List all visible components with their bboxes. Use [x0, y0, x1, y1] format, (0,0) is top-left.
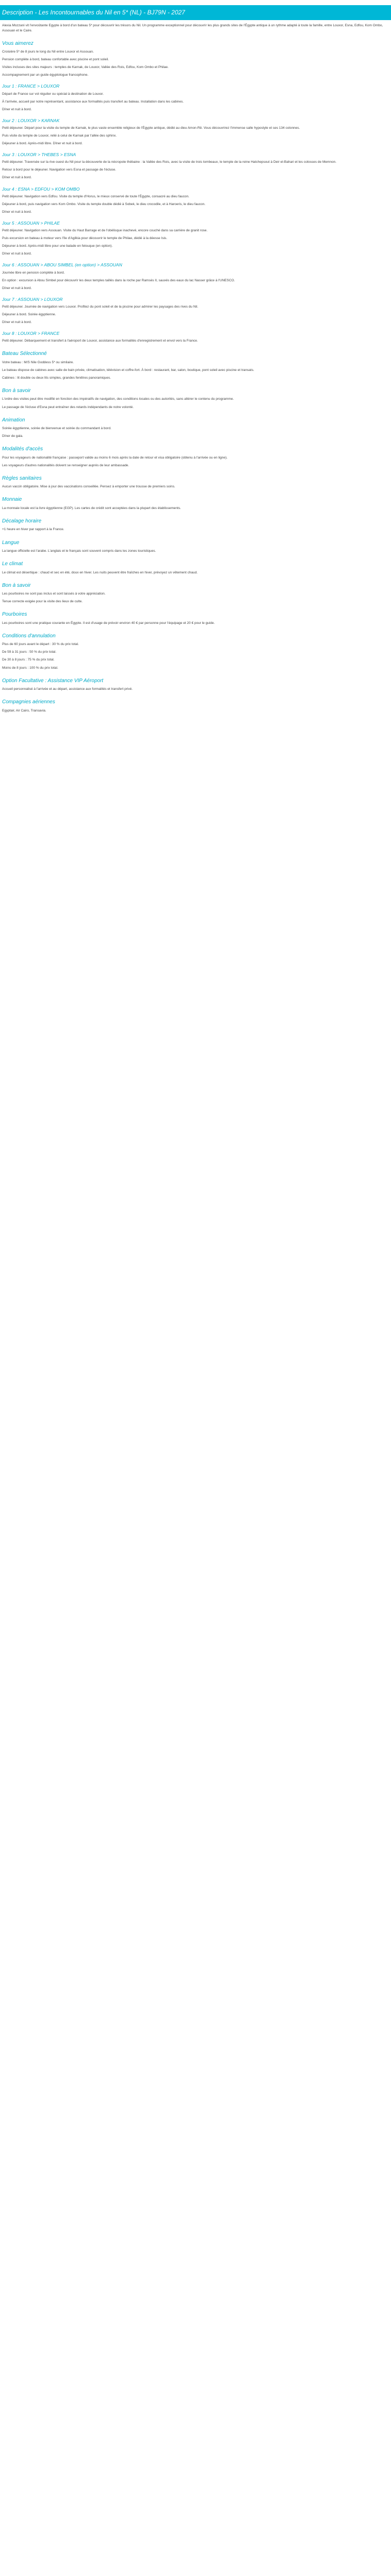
day-block: [0, 92, 391, 112]
section-block: [0, 687, 391, 692]
section-title: Décalage horaire: [2, 518, 42, 524]
day-paragraph: Petit déjeuner. Débarquement et transfert à l'aéroport de Louxor, assistance aux formalités d'enregistrement et envol vers la France.: [2, 339, 198, 343]
section-title: Option Facultative : Assistance VIP Aéroport: [2, 677, 104, 684]
day-paragraph: Retour à bord pour le déjeuner. Navigation vers Esna et passage de l'écluse.: [2, 168, 116, 172]
section-paragraph: De 59 à 31 jours : 50 % du prix total.: [2, 650, 57, 654]
day-title: Vous aimerez: [2, 40, 34, 46]
section-block: [0, 455, 391, 468]
day-title: Jour 4 : ESNA > EDFOU > KOM OMBO: [2, 186, 80, 192]
section-paragraph: Les voyageurs d'autres nationalités doivent se renseigner auprès de leur ambassade.: [2, 463, 129, 467]
section-block: [0, 397, 391, 410]
section-paragraph: Soirée égyptienne, soirée de bienvenue et soirée du commandant à bord.: [2, 427, 111, 431]
day-paragraph: En option : excursion à Abou Simbel pour découvrir les deux temples taillés dans la roche par Ramsès II, sauvés des eaux du lac Nasser grâce à l'UNESCO.: [2, 278, 235, 282]
day-paragraph: Dîner et nuit à bord.: [2, 252, 32, 256]
day-paragraph: Dîner et nuit à bord.: [2, 107, 32, 111]
section-paragraph: Aucun vaccin obligatoire. Mise à jour des vaccinations conseillée. Pensez à emporter une trousse de premiers soins.: [2, 485, 175, 489]
day-paragraph: Puis excursion en bateau à moteur vers l'île d'Agilkia pour découvrir le temple de Philae, dédié à la déesse Isis.: [2, 236, 168, 241]
day-title: Jour 1 : FRANCE > LOUXOR: [2, 83, 60, 89]
day-paragraph: Dîner et nuit à bord.: [2, 176, 32, 180]
day-paragraph: Dîner et nuit à bord.: [2, 286, 32, 290]
day-paragraph: À l'arrivée, accueil par notre représentant, assistance aux formalités puis transfert au bateau. Installation dans les cabines.: [2, 99, 184, 104]
section-block: [0, 527, 391, 532]
section-block: [0, 360, 391, 381]
day-paragraph: Départ de France sur vol régulier ou spécial à destination de Louxor.: [2, 92, 104, 96]
section-block: [0, 642, 391, 670]
days-container: [0, 40, 391, 344]
section-paragraph: L'ordre des visites peut être modifié en fonction des impératifs de navigation, des conditions locales ou des autorités, sans altérer le contenu du programme.: [2, 397, 234, 401]
day-title: Jour 2 : LOUXOR > KARNAK: [2, 117, 60, 123]
page: [0, 0, 391, 737]
section-block: [0, 591, 391, 604]
page-title: Description - Les Incontournables du Nil en 5* (NL) - BJ79N - 2027: [0, 5, 391, 20]
section-paragraph: La monnaie locale est la livre égyptienne (EGP). Les cartes de crédit sont acceptées dans la plupart des établissements.: [2, 506, 181, 510]
day-paragraph: Déjeuner à bord, puis navigation vers Kom Ombo. Visite du temple double dédié à Sobek, le dieu crocodile, et à Haroeris, le dieu faucon.: [2, 202, 206, 206]
day-paragraph: Dîner et nuit à bord.: [2, 210, 32, 214]
section-title: Monnaie: [2, 497, 22, 503]
day-paragraph: Petit déjeuner. Navigation vers Assouan. Visite du Haut Barrage et de l'obélisque inachevé, encore couché dans sa carrière de granit rose.: [2, 229, 208, 233]
day-block: [0, 304, 391, 325]
section-block: [0, 621, 391, 626]
day-block: [0, 49, 391, 78]
section-paragraph: Plus de 60 jours avant le départ : 30 % du prix total.: [2, 642, 79, 647]
section-block: [0, 426, 391, 439]
section-title: Pourboires: [2, 612, 27, 618]
day-paragraph: Dîner et nuit à bord.: [2, 320, 32, 324]
section-paragraph: Les pourboires ne sont pas inclus et sont laissés à votre appréciation.: [2, 592, 106, 596]
section-paragraph: Dîner de gala.: [2, 434, 23, 438]
day-paragraph: Petit déjeuner. Journée de navigation vers Louxor. Profitez du pont soleil et de la piscine pour admirer les paysages des rives du Nil.: [2, 304, 199, 309]
section-paragraph: Accueil personnalisé à l'arrivée et au départ, assistance aux formalités et transfert privé.: [2, 687, 133, 691]
day-paragraph: Pension complète à bord, bateau confortable avec piscine et pont soleil.: [2, 58, 109, 62]
section-paragraph: De 30 à 8 jours : 75 % du prix total.: [2, 658, 55, 662]
sections-container: [0, 350, 391, 713]
day-title: Jour 8 : LOUXOR > FRANCE: [2, 331, 60, 336]
day-paragraph: Déjeuner à bord. Soirée égyptienne.: [2, 312, 56, 316]
section-paragraph: +1 heure en hiver par rapport à la France.: [2, 528, 64, 532]
day-title: Jour 5 : ASSOUAN > PHILAE: [2, 220, 60, 226]
section-title: Bon à savoir: [2, 582, 31, 588]
section-title: Langue: [2, 539, 20, 546]
section-block: [0, 506, 391, 511]
section-paragraph: Egyptair, Air Cairo, Transavia.: [2, 708, 46, 713]
section-title: Bon à savoir: [2, 387, 31, 394]
section-paragraph: Le climat est désertique : chaud et sec en été, doux en hiver. Les nuits peuvent être fraîches en hiver, prévoyez un vêtement chaud.: [2, 570, 198, 574]
section-title: Modalités d'accès: [2, 446, 43, 452]
section-block: [0, 570, 391, 575]
day-paragraph: Petit déjeuner. Navigation vers Edfou. Visite du temple d'Horus, le mieux conservé de toute l'Égypte, consacré au dieu faucon.: [2, 194, 189, 198]
section-paragraph: La langue officielle est l'arabe. L'anglais et le français sont souvent compris dans les zones touristiques.: [2, 549, 156, 553]
day-paragraph: Visites incluses des sites majeurs : temples de Karnak, de Louxor, Vallée des Rois, Edfou, Kom Ombo et Philae.: [2, 65, 169, 70]
day-paragraph: Petit déjeuner. Traversée sur la rive ouest du Nil pour la découverte de la nécropole thébaine : la Vallée des Rois, avec la visite de trois tombeaux, le temple de la reine Hatchepsout à Deir el-Bahari et les colosses de Memnon.: [2, 160, 337, 164]
section-title: Le climat: [2, 561, 23, 567]
section-block: [0, 708, 391, 714]
intro-text: Alexia Mozzani vit l'envoûtante Egypte à bord d'un bateau 5* pour découvrir les trésors du Nil. Un programme exceptionnel pour découvrir les plus grands sites de l'Égypte antique à un rythme adapté à toute la famille, entre Louxor, Esna, Edfou, Kom Ombo, Assouan et le Caire.: [2, 23, 383, 32]
day-paragraph: Journée libre en pension complète à bord.: [2, 270, 65, 275]
footer-space: [0, 716, 391, 737]
section-paragraph: Les pourboires sont une pratique courante en Égypte. Il est d'usage de prévoir environ 40 € par personne pour l'équipage et 20 € pour le guide.: [2, 621, 215, 625]
section-title: Règles sanitaires: [2, 475, 42, 481]
day-paragraph: Petit déjeuner. Départ pour la visite du temple de Karnak, le plus vaste ensemble religieux de l'Égypte antique, dédié au dieu Amon-Rê. Vous découvrirez l'immense salle hypostyle et ses 134 colonnes.: [2, 126, 300, 130]
day-block: [0, 338, 391, 344]
day-title: Jour 3 : LOUXOR > THEBES > ESNA: [2, 152, 76, 158]
section-title: Animation: [2, 417, 25, 423]
section-paragraph: Votre bateau : M/S Nile Goddess 5* ou similaire.: [2, 360, 74, 364]
day-block: [0, 160, 391, 180]
section-block: [0, 549, 391, 554]
day-block: [0, 228, 391, 257]
day-paragraph: Déjeuner à bord. Après-midi libre pour une balade en felouque (en option).: [2, 244, 113, 248]
day-paragraph: Croisière 5* de 8 jours le long du Nil entre Louxor et Assouan.: [2, 50, 94, 54]
day-block: [0, 126, 391, 146]
day-paragraph: Déjeuner à bord. Après-midi libre. Dîner et nuit à bord.: [2, 142, 83, 146]
section-paragraph: Moins de 8 jours : 100 % du prix total.: [2, 666, 58, 670]
section-block: [0, 484, 391, 489]
section-title: Compagnies aériennes: [2, 699, 55, 705]
section-title: Bateau Sélectionné: [2, 351, 47, 357]
day-title: Jour 7 : ASSOUAN > LOUXOR: [2, 296, 63, 302]
section-title: Conditions d'annulation: [2, 633, 56, 639]
section-paragraph: Tenue correcte exigée pour la visite des lieux de culte.: [2, 600, 83, 604]
day-paragraph: Accompagnement par un guide égyptologue francophone.: [2, 73, 89, 77]
section-paragraph: Pour les voyageurs de nationalité française : passeport valide au moins 6 mois après la date de retour et visa obligatoire (obtenu à l'arrivée ou en ligne).: [2, 455, 227, 460]
section-paragraph: Cabines : lit double ou deux lits simples, grandes fenêtres panoramiques.: [2, 376, 111, 380]
day-block: [0, 194, 391, 215]
day-block: [0, 270, 391, 291]
day-paragraph: Puis visite du temple de Louxor, relié à celui de Karnak par l'allée des sphinx.: [2, 134, 117, 138]
section-paragraph: Le bateau dispose de cabines avec salle de bain privée, climatisation, télévision et coffre-fort. À bord : restaurant, bar, salon, boutique, pont soleil avec piscine et transats.: [2, 368, 254, 372]
day-title: Jour 6 : ASSOUAN > ABOU SIMBEL (en option) > ASSOUAN: [2, 262, 122, 268]
section-paragraph: Le passage de l'écluse d'Esna peut entraîner des retards indépendants de notre volonté.: [2, 405, 134, 409]
